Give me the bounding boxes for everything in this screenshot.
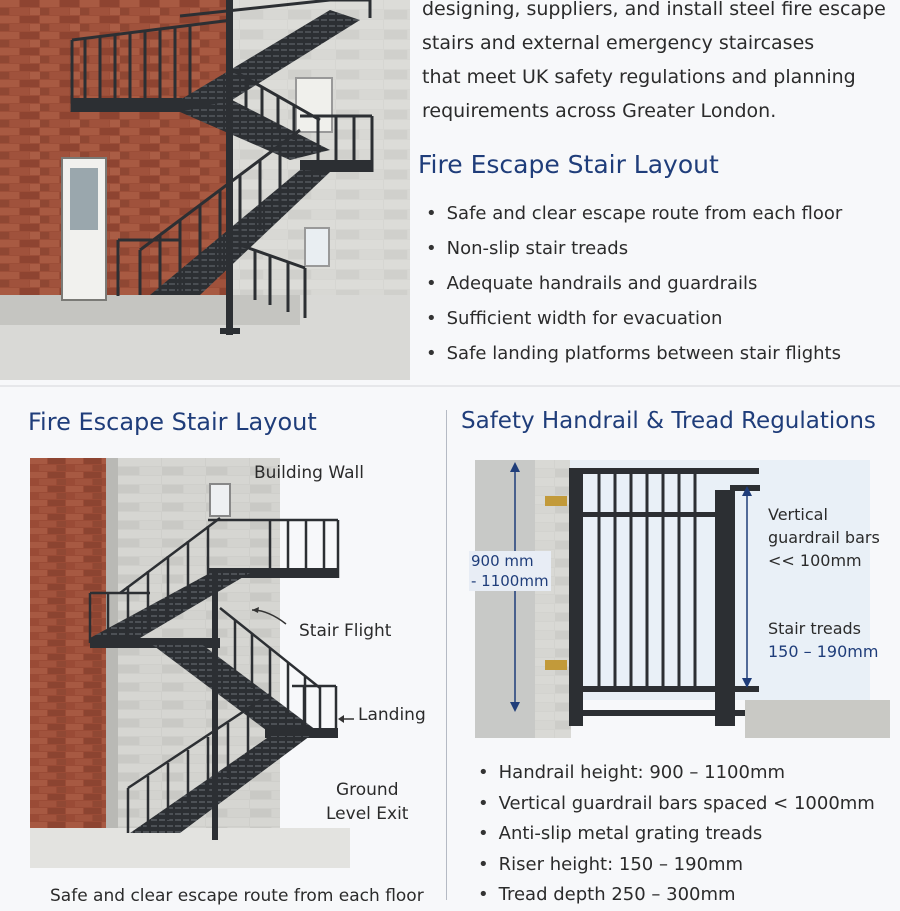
label-ground-exit-line2: Level Exit (326, 804, 409, 824)
list-item: • Sufficient width for evacuation (426, 301, 842, 336)
handrail-illustration (475, 460, 895, 740)
list-item: • Non-slip stair treads (426, 231, 842, 266)
guardrail-bars-line3: << 100mm (768, 551, 862, 570)
guardrail-bars-line1: Vertical (768, 505, 828, 524)
regulations-title: Safety Handrail & Tread Regulations (461, 408, 876, 434)
layout-top-bullets (426, 196, 842, 371)
layout-diagram-image (30, 458, 350, 868)
intro-line: designing, suppliers, and install steel fire escape (422, 0, 886, 20)
label-landing: Landing (358, 705, 426, 725)
arrow-icon (336, 710, 356, 729)
label-ground-exit (326, 778, 408, 826)
handrail-height-label (469, 551, 551, 591)
label-building-wall: Building Wall (254, 463, 364, 483)
layout-top-title: Fire Escape Stair Layout (418, 150, 719, 179)
section-divider (0, 385, 900, 387)
layout-diagram-caption: Safe and clear escape route from each floor (50, 886, 424, 906)
list-item: • Adequate handrails and guardrails (426, 266, 842, 301)
fire-escape-illustration (0, 0, 410, 380)
intro-line: stairs and external emergency staircases (422, 32, 815, 54)
list-item: • Handrail height: 900 – 1100mm (478, 758, 875, 789)
column-divider (446, 410, 447, 900)
intro-paragraph (422, 0, 892, 128)
list-item: • Tread depth 250 – 300mm (478, 880, 875, 911)
list-item: • Safe landing platforms between stair flights (426, 336, 842, 371)
guardrail-bars-line2: guardrail bars (768, 528, 880, 547)
handrail-height-line1: 900 mm (471, 552, 534, 570)
label-stair-flight: Stair Flight (299, 621, 392, 641)
intro-line: that meet UK safety regulations and planning (422, 66, 856, 88)
stair-treads-line1: Stair treads (768, 619, 861, 638)
list-item: • Anti-slip metal grating treads (478, 819, 875, 850)
list-item: • Riser height: 150 – 190mm (478, 850, 875, 881)
label-ground-exit-line1: Ground (335, 780, 399, 800)
intro-line: requirements across Greater London. (422, 100, 777, 122)
list-item: • Safe and clear escape route from each floor (426, 196, 842, 231)
layout-diagram-title: Fire Escape Stair Layout (28, 408, 317, 436)
stair-treads-line2: 150 – 190mm (768, 642, 879, 661)
stair-layout-illustration (30, 458, 350, 868)
stair-treads-label (768, 617, 878, 663)
handrail-height-line2: - 1100mm (471, 572, 549, 590)
handrail-diagram (475, 460, 895, 740)
list-item: • Vertical guardrail bars spaced < 1000mm (478, 789, 875, 820)
arrow-icon (248, 606, 288, 630)
regulations-bullets (478, 758, 875, 911)
guardrail-bars-label (768, 503, 880, 572)
top-stair-photo (0, 0, 410, 380)
